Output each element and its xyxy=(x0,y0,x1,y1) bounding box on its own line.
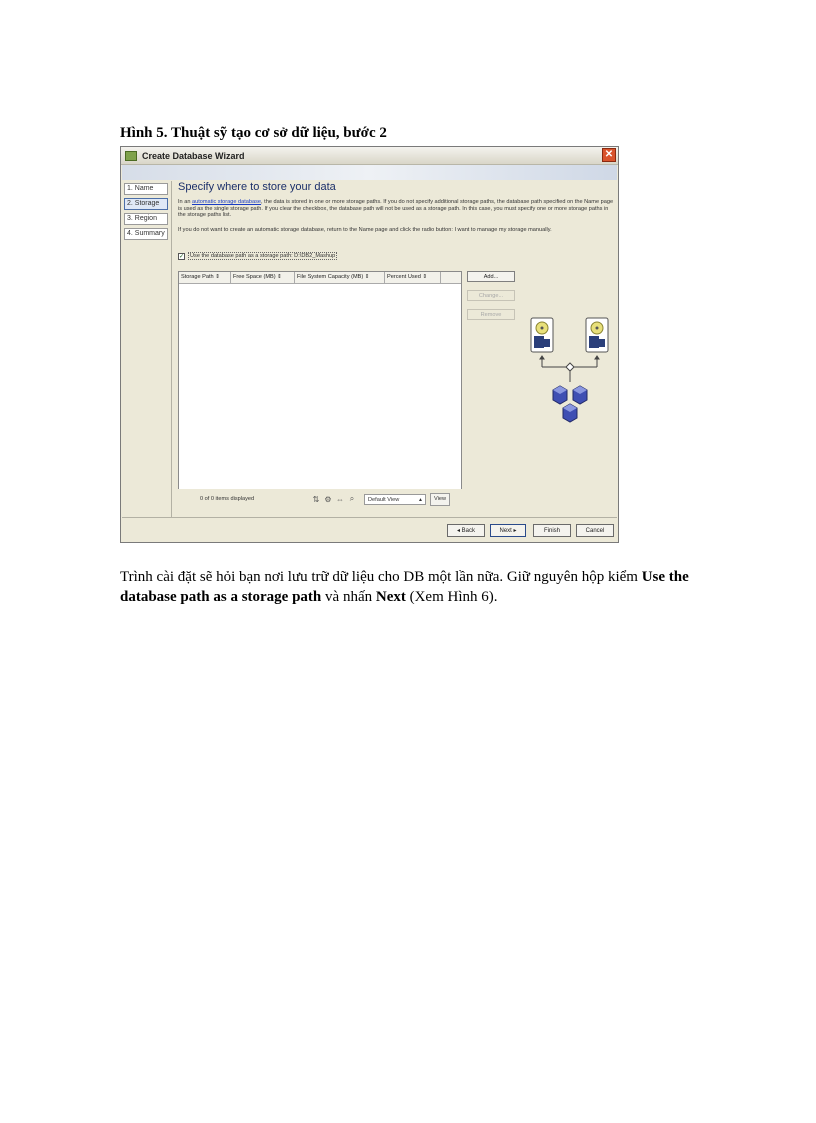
find-icon[interactable]: ⌕ xyxy=(349,494,355,503)
disk-drive-icon xyxy=(531,318,553,352)
view-button[interactable]: View xyxy=(430,493,450,506)
disk-drive-icon xyxy=(586,318,608,352)
create-database-wizard-window xyxy=(120,146,619,543)
para-text: In an xyxy=(178,199,192,205)
add-button[interactable]: Add... xyxy=(467,271,515,282)
chevron-up-icon: ▲ xyxy=(418,496,423,503)
manual-storage-note: If you do not want to create an automatic storage database, return to the Name page and click the radio button: I want to manage my storage manually. xyxy=(178,227,552,233)
step-summary[interactable]: 4. Summary xyxy=(124,228,168,240)
app-icon xyxy=(125,151,137,161)
change-button[interactable]: Change... xyxy=(467,290,515,301)
storage-diagram-graphic xyxy=(526,312,616,452)
column-free-space[interactable]: Free Space (MB) ⇕ xyxy=(231,272,295,283)
remove-button[interactable]: Remove xyxy=(467,309,515,320)
database-cubes-icon xyxy=(553,386,587,422)
step-storage[interactable]: 2. Storage xyxy=(124,198,168,210)
storage-paths-table xyxy=(178,271,462,508)
column-percent-used[interactable]: Percent Used ⇕ xyxy=(385,272,441,283)
body-text-1: Trình cài đặt sẽ hỏi bạn nơi lưu trữ dữ liệu cho DB một lần nữa. Giữ nguyên hộp kiểm xyxy=(120,569,642,585)
steps-divider xyxy=(171,181,172,517)
body-text-2: và nhấn xyxy=(321,589,376,605)
table-header xyxy=(179,272,461,284)
automatic-storage-link[interactable]: automatic storage database xyxy=(192,199,262,205)
columns-icon[interactable]: ⇔ xyxy=(336,494,344,504)
back-button[interactable]: ◂ Back xyxy=(447,524,485,537)
step-name[interactable]: 1. Name xyxy=(124,183,168,195)
storage-path-checkbox[interactable]: ✓ xyxy=(179,253,185,260)
next-button[interactable]: Next ▸ xyxy=(490,524,526,537)
figure-caption: Hình 5. Thuật sỹ tạo cơ sở dữ liệu, bước 2 xyxy=(120,125,387,141)
view-select-value: Default View xyxy=(368,496,400,503)
step-region[interactable]: 3. Region xyxy=(124,213,168,225)
body-bold-storage-path: Use the database path as a storage path xyxy=(120,569,689,605)
title-bar xyxy=(121,147,618,165)
wizard-steps xyxy=(124,183,168,243)
filter-icon[interactable]: ⚙ xyxy=(324,494,332,504)
body-text-3: (Xem Hình 6). xyxy=(405,589,498,605)
description-paragraph xyxy=(178,199,614,219)
wizard-banner xyxy=(122,165,617,180)
table-body[interactable] xyxy=(179,284,461,507)
column-storage-path[interactable]: Storage Path ⇕ xyxy=(179,272,231,283)
body-paragraph xyxy=(120,567,720,607)
storage-path-checkbox-row[interactable] xyxy=(178,252,337,260)
finish-button[interactable]: Finish xyxy=(533,524,571,537)
storage-path-checkbox-label[interactable]: Use the database path as a storage path: D:\DB2_Mashup xyxy=(190,253,336,259)
cancel-button[interactable]: Cancel xyxy=(576,524,614,537)
body-bold-next: Next xyxy=(375,589,406,605)
close-button[interactable]: ✕ xyxy=(602,148,616,162)
table-status-bar xyxy=(178,489,462,509)
sort-icon[interactable]: ⇅ xyxy=(312,494,320,504)
items-count: 0 of 0 items displayed xyxy=(200,496,255,502)
view-select[interactable] xyxy=(364,494,426,505)
page-heading: Specify where to store your data xyxy=(178,181,336,193)
para-text: , the data is stored in one or more storage paths. If you do not specify additional storage paths, the database path specified on the Name page is used as the single storage path. If you clear the checkbox, the database path will not be used as a storage path. In this case, you must specify one or more storage paths in the storage paths list. xyxy=(178,199,614,218)
window-title: Create Database Wizard xyxy=(142,150,245,161)
column-capacity[interactable]: File System Capacity (MB) ⇕ xyxy=(295,272,385,283)
footer-divider xyxy=(122,517,617,518)
connector-lines xyxy=(540,356,599,382)
